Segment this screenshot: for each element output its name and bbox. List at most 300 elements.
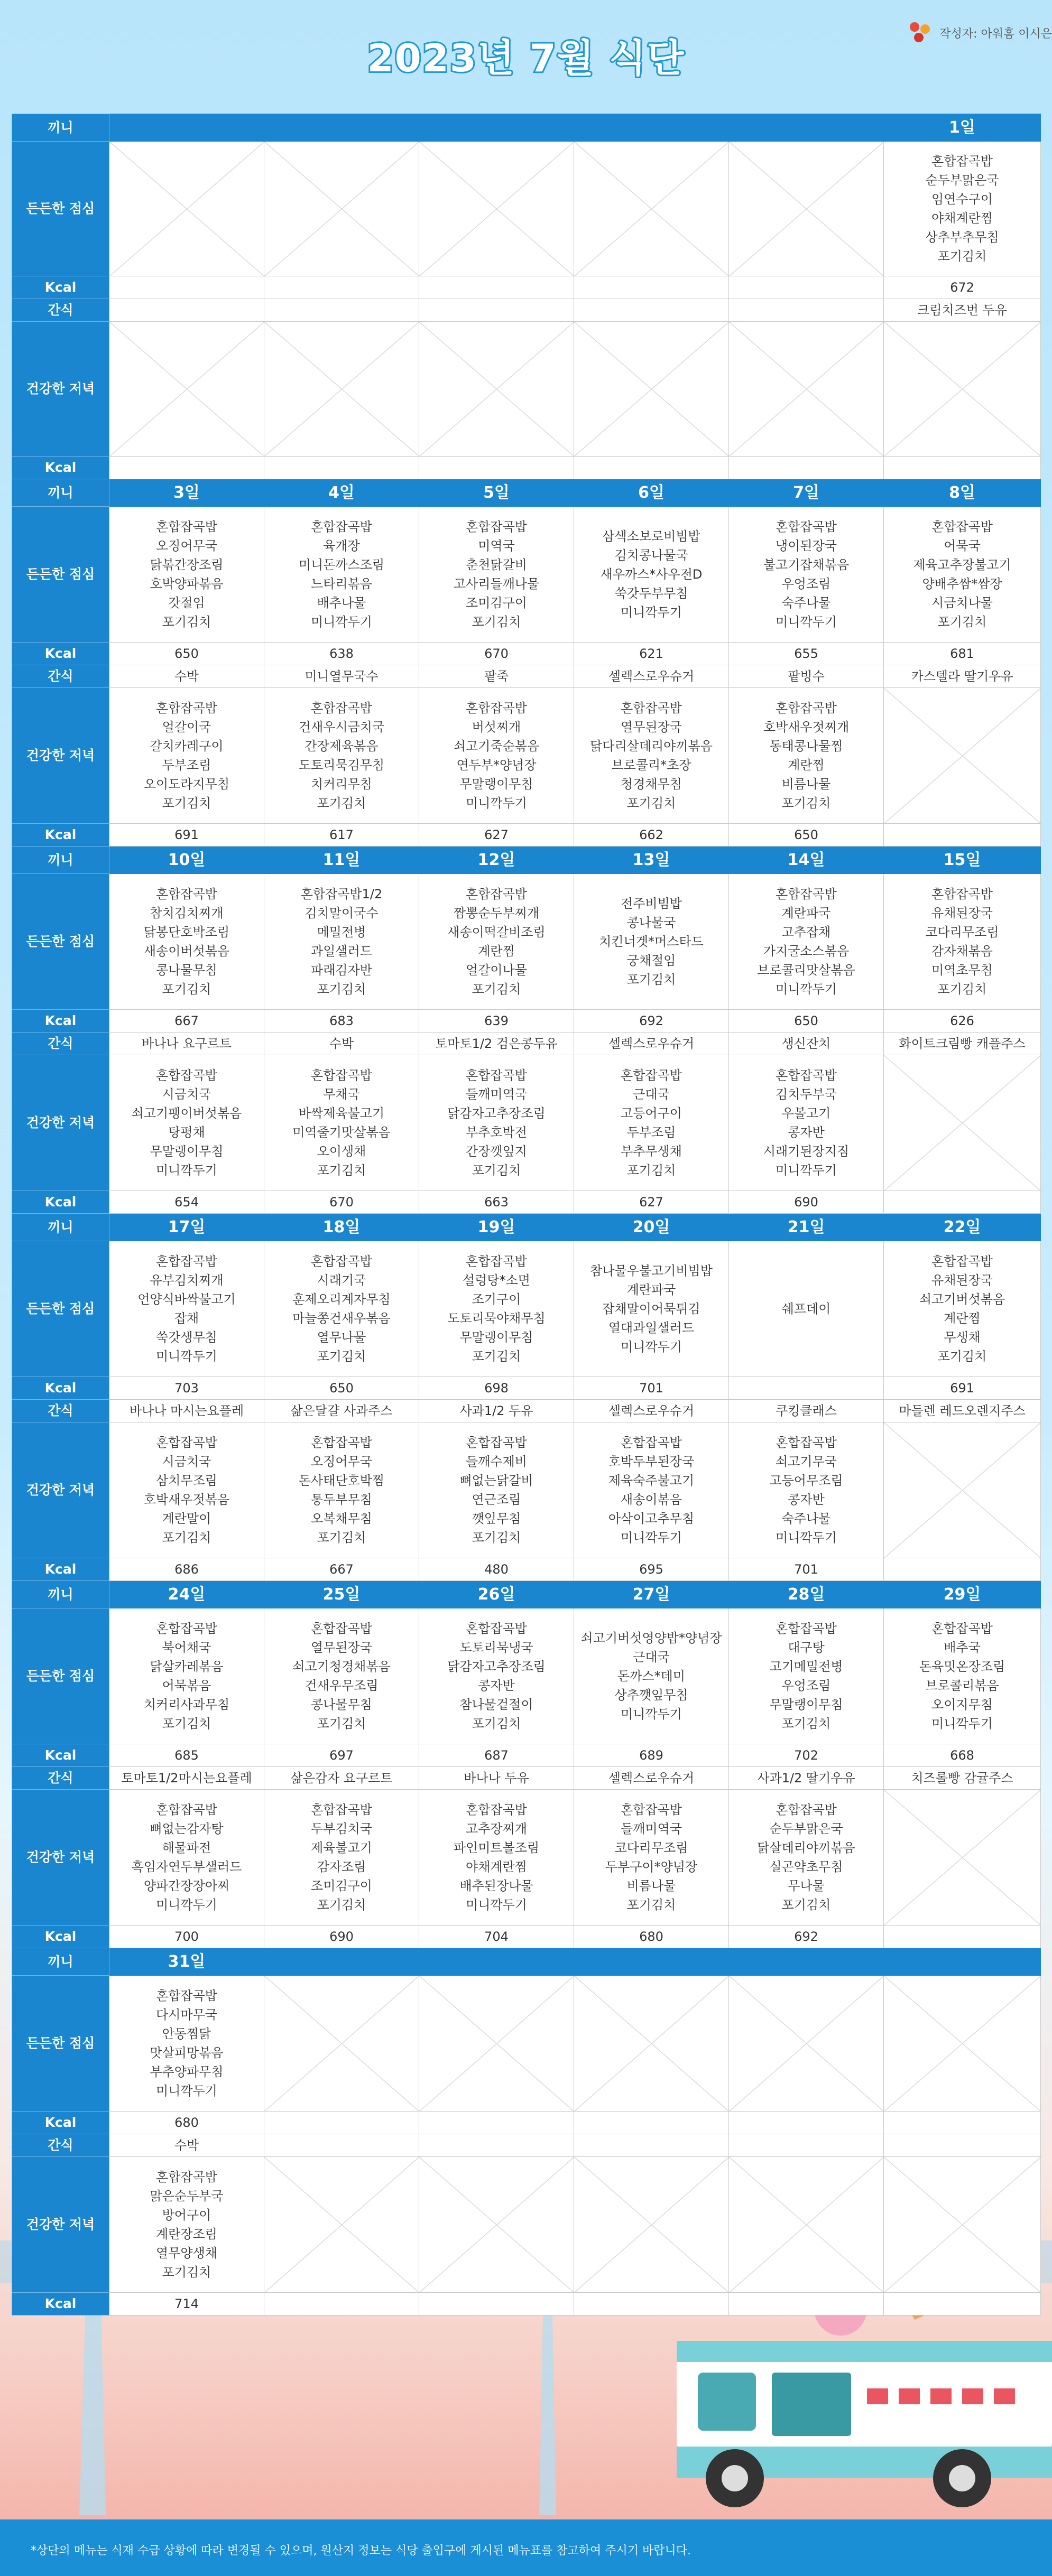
date-cell: 19일 <box>419 1214 574 1241</box>
menu-item: 해물파전 <box>162 1840 211 1855</box>
menu-cell <box>264 1422 419 1558</box>
menu-item: 어묵볶음 <box>162 1678 211 1693</box>
row-label-day: 끼니 <box>12 1948 109 1976</box>
menu-item: 감자조림 <box>317 1859 366 1874</box>
kcal-cell: 621 <box>574 643 729 665</box>
kcal-cell <box>574 276 729 299</box>
week-4-lunch-row <box>12 1241 1041 1377</box>
week-2-dinner-row <box>12 688 1041 824</box>
snack-cell: 바나나 마시는요플레 <box>109 1400 264 1422</box>
menu-item: 계란파국 <box>626 1282 676 1297</box>
week-6-dinner-row <box>12 2157 1041 2293</box>
date-cell: 10일 <box>109 847 264 874</box>
menu-item: 짬뽕순두부찌개 <box>453 906 540 920</box>
menu-item: 파인미트볼조림 <box>453 1840 540 1855</box>
menu-item: 쇠고기버섯볶음 <box>919 1292 1005 1307</box>
row-label-kcal: Kcal <box>12 276 109 299</box>
row-label-day: 끼니 <box>12 847 109 874</box>
snack-cell <box>574 299 729 322</box>
snack-cell: 바나나 요구르트 <box>109 1033 264 1055</box>
menu-item: 포기김치 <box>781 1716 831 1731</box>
menu-item: 혼합잡곡밥 <box>156 1254 217 1269</box>
menu-item: 부추양파무침 <box>150 2064 224 2079</box>
menu-item: 도토리묵김무침 <box>298 758 385 773</box>
row-label-kcal: Kcal <box>12 1744 109 1767</box>
kcal-cell: 680 <box>574 1926 729 1948</box>
menu-item: 바싹제육불고기 <box>298 1106 385 1121</box>
menu-item: 포기김치 <box>317 796 366 811</box>
menu-item: 호박양파볶음 <box>150 576 224 591</box>
week-2-lunch_kcal-row <box>12 643 1041 665</box>
date-cell: 7일 <box>729 479 884 507</box>
menu-item: 잡채말이어묵튀김 <box>602 1301 700 1316</box>
menu-item: 느타리볶음 <box>311 576 372 591</box>
menu-item: 두부조림 <box>626 1125 676 1140</box>
kcal-cell: 650 <box>729 1010 884 1033</box>
kcal-cell: 695 <box>574 1558 729 1581</box>
snack-cell <box>264 2134 419 2157</box>
menu-cell <box>419 142 574 276</box>
menu-item: 포기김치 <box>626 1163 676 1178</box>
menu-cell <box>729 688 884 824</box>
menu-item: 쇠고기버섯영양밥*양념장 <box>580 1631 722 1645</box>
menu-cell <box>884 1608 1041 1744</box>
menu-item: 삼치무조림 <box>156 1473 217 1488</box>
row-label-lunch: 든든한 점심 <box>12 1976 109 2112</box>
menu-item: 유채된장국 <box>931 906 993 920</box>
menu-item: 비름나물 <box>626 1878 676 1893</box>
menu-item: 미역초무침 <box>931 963 993 978</box>
menu-item: 다시마무국 <box>156 2007 217 2022</box>
kcal-cell: 617 <box>264 824 419 847</box>
menu-item: 궁채절임 <box>626 953 676 968</box>
menu-item: 얼갈이국 <box>162 720 211 734</box>
menu-item: 무생채 <box>944 1330 981 1345</box>
menu-cell <box>574 322 729 457</box>
kcal-cell: 698 <box>419 1377 574 1400</box>
menu-item: 동태콩나물찜 <box>769 739 843 754</box>
menu-item: 미니깍두기 <box>466 1898 527 1912</box>
row-label-dinner: 건강한 저녁 <box>12 688 109 824</box>
week-4-dinner-row <box>12 1422 1041 1558</box>
menu-item: 혼합잡곡밥 <box>156 701 217 715</box>
kcal-cell <box>574 457 729 479</box>
snack-cell: 수박 <box>109 665 264 688</box>
date-cell: 27일 <box>574 1581 729 1608</box>
menu-item: 포기김치 <box>317 1349 366 1364</box>
snack-cell: 마들렌 레드오렌지주스 <box>884 1400 1041 1422</box>
date-cell: 26일 <box>419 1581 574 1608</box>
menu-item: 건새우시금치국 <box>298 720 385 734</box>
page-title: 2023년 7월 식단 <box>367 36 685 80</box>
date-cell: 22일 <box>884 1214 1041 1241</box>
menu-cell <box>574 142 729 276</box>
kcal-cell: 683 <box>264 1010 419 1033</box>
menu-item: 코다리무조림 <box>614 1840 688 1855</box>
menu-item: 혼합잡곡밥 <box>776 701 837 715</box>
menu-cell <box>419 1608 574 1744</box>
date-cell: 20일 <box>574 1214 729 1241</box>
footer-note: *상단의 메뉴는 식재 수급 상황에 따라 변경될 수 있으며, 원산지 정보는 식당 출입구에 게시된 메뉴표를 참고하여 주시기 바랍니다. <box>31 2544 691 2558</box>
snack-cell: 셀렉스로우슈거 <box>574 665 729 688</box>
kcal-cell: 701 <box>729 1558 884 1581</box>
menu-cell <box>729 874 884 1010</box>
menu-item: 어묵국 <box>944 538 981 553</box>
kcal-cell: 681 <box>884 643 1041 665</box>
snack-cell: 팥빙수 <box>729 665 884 688</box>
row-label-snack: 간식 <box>12 1400 109 1422</box>
menu-item: 설렁탕*소면 <box>463 1273 530 1288</box>
row-label-kcal: Kcal <box>12 2293 109 2315</box>
menu-cell <box>729 142 884 276</box>
menu-item: 김치말이국수 <box>304 906 379 920</box>
kcal-cell: 704 <box>419 1926 574 1948</box>
menu-item: 연두부*양념장 <box>456 758 537 773</box>
menu-item: 오복채무침 <box>311 1511 372 1526</box>
kcal-cell: 672 <box>884 276 1041 299</box>
kcal-cell <box>264 2112 419 2134</box>
meal-table <box>12 114 1041 2315</box>
menu-item: 호박두부된장국 <box>608 1454 695 1469</box>
kcal-cell <box>729 2293 884 2315</box>
menu-item: 가지굴소스볶음 <box>763 944 850 959</box>
menu-item: 포기김치 <box>317 982 366 997</box>
menu-item: 오이지무침 <box>931 1697 993 1712</box>
menu-item: 미니깍두기 <box>156 1163 217 1178</box>
menu-item: 혼합잡곡밥 <box>311 1802 372 1817</box>
date-cell: 8일 <box>884 479 1041 507</box>
menu-item: 혼합잡곡밥 <box>311 1621 372 1636</box>
menu-item: 미역국 <box>478 538 515 553</box>
menu-item: 혼합잡곡밥 <box>776 1621 837 1636</box>
week-4-snack-row <box>12 1400 1041 1422</box>
kcal-cell: 691 <box>884 1377 1041 1400</box>
menu-item: 미니깍두기 <box>776 615 837 629</box>
menu-cell <box>109 1608 264 1744</box>
menu-cell <box>109 322 264 457</box>
date-cell: 5일 <box>419 479 574 507</box>
menu-cell <box>109 688 264 824</box>
menu-item: 포기김치 <box>626 796 676 811</box>
menu-item: 미니깍두기 <box>776 982 837 997</box>
kcal-cell: 692 <box>729 1926 884 1948</box>
menu-item: 버섯찌개 <box>472 720 521 734</box>
menu-item: 열무나물 <box>317 1330 366 1345</box>
menu-item: 포기김치 <box>162 796 211 811</box>
menu-item: 육개장 <box>323 538 360 553</box>
menu-cell <box>884 322 1041 457</box>
week-1-dinner-row <box>12 322 1041 457</box>
menu-cell <box>264 1976 419 2112</box>
kcal-cell <box>884 1926 1041 1948</box>
snack-cell: 사과1/2 두유 <box>419 1400 574 1422</box>
menu-item: 도토리묵야채무침 <box>447 1311 546 1326</box>
menu-item: 아삭이고추무침 <box>608 1511 695 1526</box>
menu-cell <box>729 1790 884 1926</box>
date-cell <box>264 1948 419 1976</box>
menu-item: 근대국 <box>633 1087 670 1102</box>
kcal-cell <box>419 2112 574 2134</box>
kcal-cell <box>884 457 1041 479</box>
week-1-dinner_kcal-row <box>12 457 1041 479</box>
snack-cell: 토마토1/2 검은콩두유 <box>419 1033 574 1055</box>
menu-cell <box>884 1790 1041 1926</box>
menu-item: 배추국 <box>944 1640 981 1655</box>
row-label-kcal: Kcal <box>12 1377 109 1400</box>
menu-item: 콩나물무침 <box>311 1697 372 1712</box>
menu-item: 포기김치 <box>162 615 211 629</box>
menu-item: 닭감자고추장조림 <box>447 1106 546 1121</box>
menu-item: 훈제오리계자무침 <box>292 1292 391 1307</box>
row-label-lunch: 든든한 점심 <box>12 507 109 643</box>
row-label-dinner: 건강한 저녁 <box>12 2157 109 2293</box>
menu-cell <box>419 688 574 824</box>
menu-item: 포기김치 <box>162 1530 211 1545</box>
kcal-cell: 670 <box>264 1191 419 1214</box>
row-label-snack: 간식 <box>12 1767 109 1790</box>
menu-cell <box>574 1055 729 1191</box>
menu-item: 포기김치 <box>162 982 211 997</box>
kcal-cell <box>884 824 1041 847</box>
menu-item: 포기김치 <box>162 1716 211 1731</box>
snack-cell <box>109 299 264 322</box>
menu-item: 배추된장나물 <box>459 1878 533 1893</box>
menu-item: 새우까스*사우전D <box>600 567 703 582</box>
menu-item: 혼합잡곡밥 <box>466 887 527 901</box>
snack-cell: 쿠킹클래스 <box>729 1400 884 1422</box>
menu-item: 오징어무국 <box>156 538 217 553</box>
ourhome-logo-icon <box>909 21 932 44</box>
menu-cell <box>419 1241 574 1377</box>
menu-item: 혼합잡곡밥 <box>776 519 837 534</box>
menu-item: 뼈없는닭갈비 <box>459 1473 533 1488</box>
kcal-cell: 627 <box>419 824 574 847</box>
menu-item: 혼합잡곡밥 <box>311 701 372 715</box>
menu-item: 혼합잡곡밥 <box>931 1254 993 1269</box>
kcal-cell <box>574 2293 729 2315</box>
date-cell <box>729 1948 884 1976</box>
menu-item: 제육고추장불고기 <box>913 557 1011 572</box>
menu-item: 들깨미역국 <box>466 1087 527 1102</box>
menu-cell <box>574 2157 729 2293</box>
week-3-snack-row <box>12 1033 1041 1055</box>
menu-item: 미역줄기맛살볶음 <box>292 1125 391 1140</box>
menu-cell <box>264 874 419 1010</box>
menu-item: 조미김구이 <box>311 1878 372 1893</box>
menu-cell <box>884 1241 1041 1377</box>
menu-cell <box>729 1241 884 1377</box>
snack-cell: 수박 <box>109 2134 264 2157</box>
snack-cell <box>729 2134 884 2157</box>
menu-cell <box>419 2157 574 2293</box>
row-label-kcal: Kcal <box>12 2112 109 2134</box>
row-label-kcal: Kcal <box>12 1558 109 1581</box>
menu-item: 얼갈이나물 <box>466 963 527 978</box>
menu-item: 고등어구이 <box>621 1106 682 1121</box>
menu-cell <box>419 874 574 1010</box>
row-label-kcal: Kcal <box>12 1010 109 1033</box>
date-cell: 1일 <box>884 114 1041 142</box>
menu-item: 불고기잡채볶음 <box>763 557 850 572</box>
kcal-cell: 690 <box>264 1926 419 1948</box>
menu-cell <box>264 1790 419 1926</box>
menu-item: 참나물겉절이 <box>459 1697 533 1712</box>
menu-item: 돈까스*데미 <box>617 1669 685 1684</box>
kcal-cell <box>264 276 419 299</box>
footer <box>0 2519 1052 2576</box>
menu-item: 쇠고기청경채볶음 <box>292 1659 391 1674</box>
menu-item: 치커리사과무침 <box>143 1697 230 1712</box>
kcal-cell <box>729 276 884 299</box>
menu-item: 깻잎무침 <box>472 1511 521 1526</box>
menu-item: 우엉조림 <box>781 1678 831 1693</box>
week-6-snack-row <box>12 2134 1041 2157</box>
date-cell <box>884 1948 1041 1976</box>
menu-item: 양파간장장아찌 <box>143 1878 230 1893</box>
kcal-cell <box>264 457 419 479</box>
date-cell <box>419 114 574 142</box>
meal-table-body <box>12 114 1041 2315</box>
menu-item: 혼합잡곡밥 <box>931 154 993 169</box>
menu-item: 고사리들깨나물 <box>453 576 540 591</box>
snack-cell: 수박 <box>264 1033 419 1055</box>
date-cell <box>264 114 419 142</box>
menu-item: 포기김치 <box>162 2265 211 2280</box>
menu-cell <box>419 1790 574 1926</box>
menu-item: 포기김치 <box>472 1530 521 1545</box>
date-cell: 18일 <box>264 1214 419 1241</box>
menu-item: 쇠고기무국 <box>776 1454 837 1469</box>
kcal-cell <box>419 2293 574 2315</box>
kcal-cell: 650 <box>264 1377 419 1400</box>
kcal-cell: 655 <box>729 643 884 665</box>
menu-cell <box>574 688 729 824</box>
menu-cell <box>264 322 419 457</box>
menu-item: 뼈없는감자탕 <box>150 1821 224 1836</box>
menu-item: 계란장조림 <box>156 2227 217 2242</box>
menu-item: 혼합잡곡밥 <box>466 1621 527 1636</box>
menu-item: 삼색소보로비빔밥 <box>602 529 700 544</box>
menu-item: 혼합잡곡밥 <box>156 1988 217 2003</box>
menu-item: 혼합잡곡밥 <box>156 1435 217 1450</box>
menu-item: 건새우무조림 <box>304 1678 379 1693</box>
menu-item: 포기김치 <box>472 1349 521 1364</box>
menu-item: 포기김치 <box>781 1898 831 1912</box>
menu-cell <box>419 1422 574 1558</box>
week-4-lunch_kcal-row <box>12 1377 1041 1400</box>
menu-item: 두부김치국 <box>311 1821 372 1836</box>
date-cell: 25일 <box>264 1581 419 1608</box>
menu-cell <box>264 2157 419 2293</box>
menu-cell <box>884 2157 1041 2293</box>
snack-cell: 미니열무국수 <box>264 665 419 688</box>
menu-item: 포기김치 <box>781 796 831 811</box>
menu-item: 간장깻잎지 <box>466 1144 527 1159</box>
menu-item: 미니깍두기 <box>156 1898 217 1912</box>
snack-cell <box>729 299 884 322</box>
menu-cell <box>574 507 729 643</box>
row-label-kcal: Kcal <box>12 1191 109 1214</box>
kcal-cell: 662 <box>574 824 729 847</box>
menu-item: 닭다리살데리야끼볶음 <box>590 739 713 754</box>
menu-item: 무말랭이무침 <box>769 1697 843 1712</box>
menu-item: 혼합잡곡밥 <box>931 887 993 901</box>
snack-cell: 삶은달걀 사과주스 <box>264 1400 419 1422</box>
menu-item: 혼합잡곡밥 <box>156 1068 217 1083</box>
row-label-lunch: 든든한 점심 <box>12 1241 109 1377</box>
menu-item: 혼합잡곡밥 <box>156 519 217 534</box>
row-label-snack: 간식 <box>12 665 109 688</box>
menu-item: 갓절임 <box>168 596 205 610</box>
snack-cell: 토마토1/2마시는요플레 <box>109 1767 264 1790</box>
week-3-dinner_kcal-row <box>12 1191 1041 1214</box>
menu-item: 임연수구이 <box>931 192 993 207</box>
menu-item: 혼합잡곡밥 <box>931 1621 993 1636</box>
menu-item: 닭살카레볶음 <box>150 1659 224 1674</box>
menu-item: 혼합잡곡밥 <box>311 519 372 534</box>
kcal-cell: 687 <box>419 1744 574 1767</box>
kcal-cell: 639 <box>419 1010 574 1033</box>
week-5-lunch_kcal-row <box>12 1744 1041 1767</box>
menu-item: 감자채볶음 <box>931 944 993 959</box>
row-label-day: 끼니 <box>12 114 109 142</box>
snack-cell: 크림치즈번 두유 <box>884 299 1041 322</box>
menu-item: 혼합잡곡밥 <box>621 701 682 715</box>
snack-cell: 사과1/2 딸기우유 <box>729 1767 884 1790</box>
menu-cell <box>109 507 264 643</box>
menu-item: 혼합잡곡밥 <box>466 1435 527 1450</box>
menu-item: 대구탕 <box>788 1640 825 1655</box>
kcal-cell: 667 <box>264 1558 419 1581</box>
menu-item: 조기구이 <box>472 1292 521 1307</box>
kcal-cell <box>729 457 884 479</box>
menu-item: 콩자반 <box>478 1678 515 1693</box>
menu-cell <box>884 1976 1041 2112</box>
menu-item: 호박새우젓찌개 <box>763 720 850 734</box>
menu-item: 북어채국 <box>162 1640 211 1655</box>
date-cell: 17일 <box>109 1214 264 1241</box>
menu-item: 전주비빔밥 <box>621 896 682 911</box>
menu-cell <box>729 507 884 643</box>
row-label-dinner: 건강한 저녁 <box>12 1790 109 1926</box>
kcal-cell: 654 <box>109 1191 264 1214</box>
menu-item: 두부조림 <box>162 758 211 773</box>
menu-cell <box>109 1976 264 2112</box>
menu-item: 새송이볶음 <box>621 1492 682 1507</box>
author-label: 작성자: 아워홈 이시은 <box>939 27 1052 41</box>
kcal-cell <box>884 1558 1041 1581</box>
kcal-cell: 638 <box>264 643 419 665</box>
date-cell: 6일 <box>574 479 729 507</box>
menu-item: 우볼고기 <box>781 1106 831 1121</box>
menu-item: 갈치카레구이 <box>150 739 224 754</box>
date-cell: 15일 <box>884 847 1041 874</box>
menu-item: 콩나물무침 <box>156 963 217 978</box>
menu-cell <box>884 688 1041 824</box>
kcal-cell: 701 <box>574 1377 729 1400</box>
menu-item: 유채된장국 <box>931 1273 993 1288</box>
date-cell: 14일 <box>729 847 884 874</box>
row-label-dinner: 건강한 저녁 <box>12 322 109 457</box>
menu-item: 비름나물 <box>781 777 831 792</box>
menu-cell <box>109 874 264 1010</box>
row-label-lunch: 든든한 점심 <box>12 874 109 1010</box>
menu-item: 포기김치 <box>317 1898 366 1912</box>
menu-item: 근대국 <box>633 1650 670 1664</box>
snack-cell: 팥죽 <box>419 665 574 688</box>
menu-cell <box>109 2157 264 2293</box>
menu-item: 냉이된장국 <box>776 538 837 553</box>
